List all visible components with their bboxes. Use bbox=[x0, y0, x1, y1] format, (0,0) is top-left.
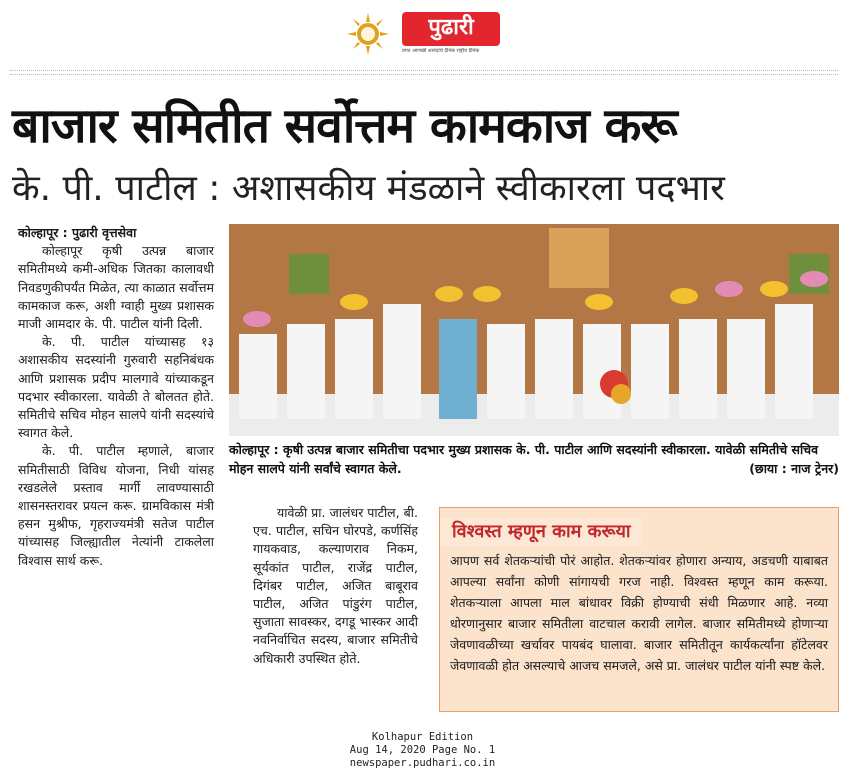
dateline: कोल्हापूर : पुढारी वृत्तसेवा bbox=[18, 225, 137, 240]
masthead-divider bbox=[10, 70, 838, 71]
page-footer bbox=[0, 731, 845, 770]
photo-credit: (छाया : नाज ट्रेनर) bbox=[749, 461, 839, 476]
masthead-divider bbox=[10, 74, 838, 75]
masthead bbox=[0, 0, 845, 66]
footer-date-page: Aug 14, 2020 Page No. 1 bbox=[349, 744, 496, 756]
photo-caption bbox=[229, 440, 839, 478]
paragraph: कोल्हापूर कृषी उत्पन्न बाजार समितीमध्ये कमी-अधिक जितका कालावधी निवडणुकीपर्यंत मिळेत, त्या काळात सर्वोत्तम कामकाज करू, अशी ग्वाही मुख्य प्रशासक माजी आमदार के. पी. पाटील यांनी दिली. bbox=[18, 243, 214, 332]
sun-logo-icon bbox=[347, 13, 389, 55]
footer-url[interactable]: newspaper.pudhari.co.in bbox=[349, 757, 496, 769]
caption-text: कोल्हापूर : कृषी उत्पन्न बाजार समितीचा पदभार मुख्य प्रशासक के. पी. पाटील आणि सदस्यांनी स्वीकारला. यावेळी समितीचे सचिव मोहन सालपे यांनी सर्वांचे स्वागत केले. bbox=[229, 442, 819, 476]
sidebar-box bbox=[439, 507, 839, 712]
subheadline: के. पी. पाटील : अशासकीय मंडळाने स्वीकारला पदभार bbox=[12, 168, 725, 209]
footer-edition: Kolhapur Edition bbox=[371, 731, 474, 743]
paragraph: के. पी. पाटील यांच्यासह १३ अशासकीय सदस्यांनी गुरुवारी सहनिबंधक आणि प्रशासक प्रदीप मालगावे यांच्याकडून पदभार स्वीकारला. यावेळी ते बोलतत होते. समितीचे सचिव मोहन सालपे यांनी सदस्यांचे स्वागत केले. bbox=[18, 334, 214, 441]
article-column-1 bbox=[18, 224, 214, 570]
article-column-2 bbox=[253, 504, 418, 668]
pudhari-logo: पुढारी bbox=[402, 12, 500, 46]
paragraph: यावेळी प्रा. जालंधर पाटील, बी. एच. पाटील, सचिन घोरपडे, कर्णसिंह गायकवाड, कल्याणराव निकम, सूर्यकांत पाटील, राजेंद्र पाटील, दिगंबर पाटील, अजित बाबूराव पाटील, अजित पांडुरंग पाटील, सुजाता सावस्कर, दगडू भास्कर आदी नवनिर्वाचित सदस्य, बाजार समितीचे अधिकारी उपस्थित होते. bbox=[253, 505, 418, 666]
box-body: आपण सर्व शेतकऱ्यांची पोरं आहोत. शेतकऱ्यांवर होणारा अन्याय, अडचणी याबाबत आपल्या सर्वांना कोणी सांगायची गरज नाही. विश्वस्त म्हणून काम करूया. शेतकऱ्याला आपला माल बांधावर विक्री होण्याची संधी मिळणार आहे. नव्या धोरणानुसार बाजार समितीला वाटचाल करावी लागेल. बाजार समितीमध्ये होणाऱ्या जेवणावळीच्या खर्चावर पायबंद घालावा. बाजार समितीतून कार्यकर्त्यांना हॉटेलवर जेवणावळी होत असल्याचे आजच समजले, असे प्रा. जालंधर पाटील यांनी स्पष्ट केले. bbox=[450, 553, 828, 673]
news-photo bbox=[229, 224, 839, 436]
box-title: विश्वस्त म्हणून काम करूया bbox=[440, 518, 643, 546]
group-photo-illustration bbox=[229, 224, 839, 436]
paragraph: के. पी. पाटील म्हणाले, बाजार समितीसाठी विविध योजना, निधी यांसह रखडलेले प्रस्ताव मार्गी लावण्यासाठी शासनस्तरावर प्रयत्न करू. ग्रामविकास मंत्री हसन मुश्रीफ, गृहराज्यमंत्री सतेज पाटील यांच्यासह जिल्ह्यातील नेत्यांनी टाकलेला विश्वास सार्थ करू. bbox=[18, 443, 214, 568]
masthead-tagline: प्रगत आणखी आनंदांचे दैनिक राष्ट्रीय दैनिक bbox=[402, 48, 480, 54]
headline: बाजार समितीत सर्वोत्तम कामकाज करू bbox=[12, 98, 677, 154]
